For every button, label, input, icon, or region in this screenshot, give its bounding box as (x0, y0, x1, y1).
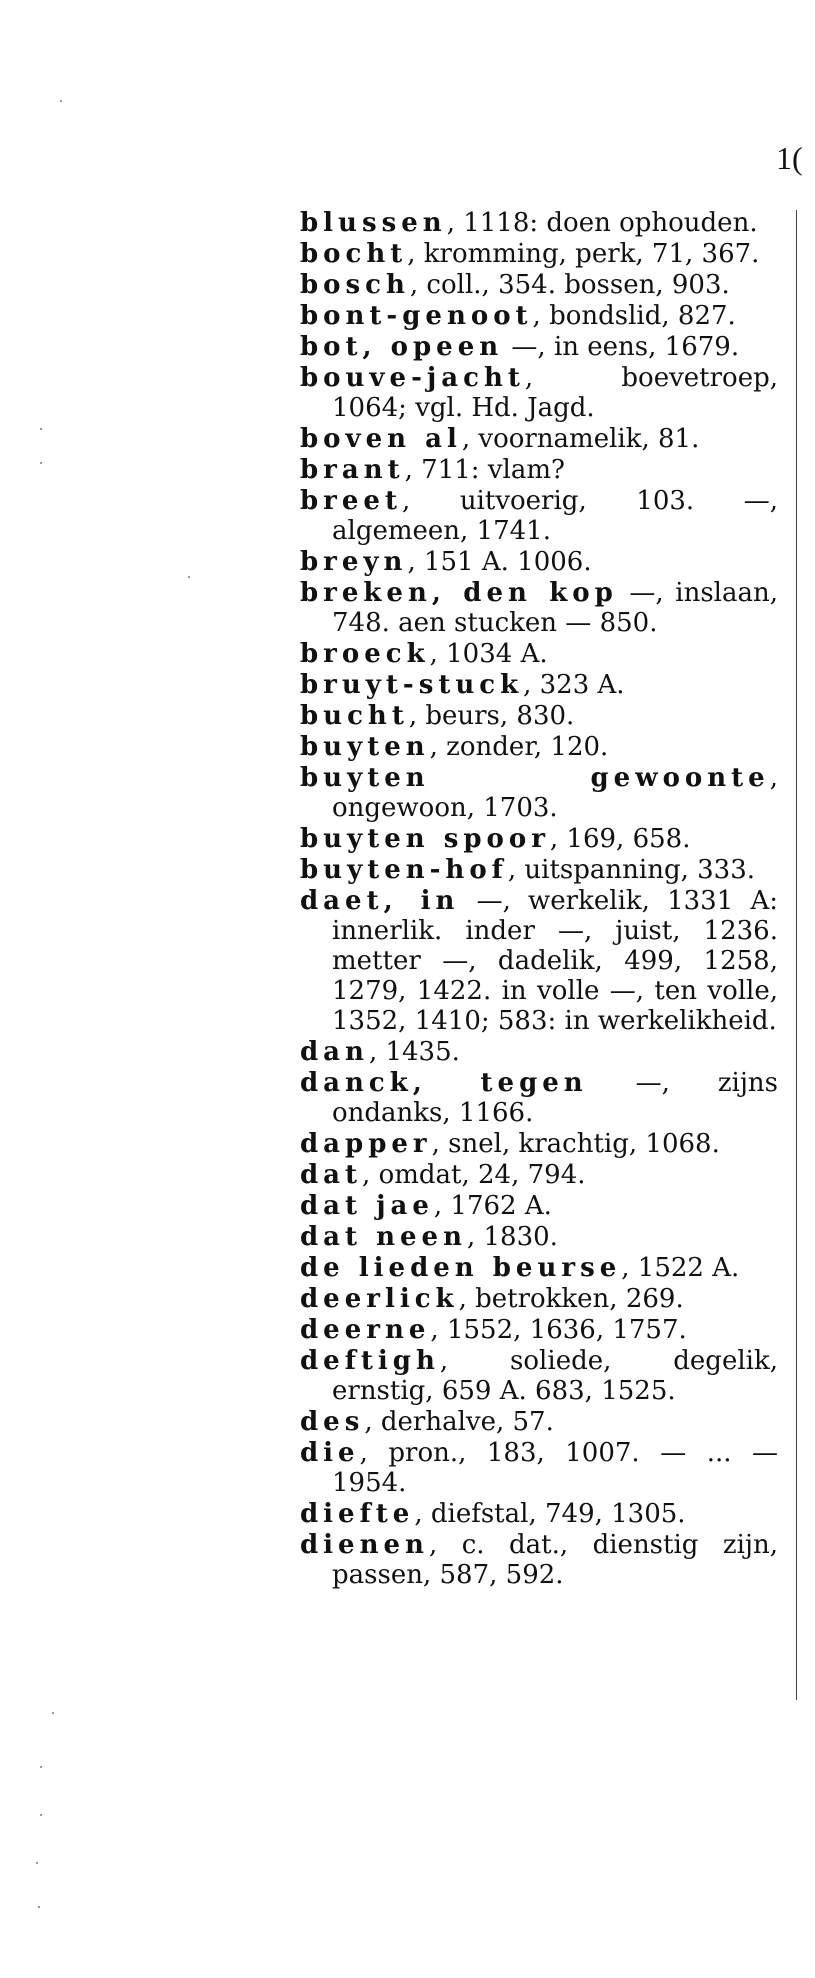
entry-definition: , omdat, 24, 794. (362, 1160, 586, 1190)
glossary-entry (300, 332, 778, 362)
entry-definition: , 169, 658. (549, 824, 691, 854)
entry-headword: de lieden beurse (300, 1253, 622, 1283)
scan-speck (40, 1766, 42, 1768)
entry-headword: breet (300, 486, 402, 516)
entry-headword: bocht (300, 239, 408, 269)
page-number: 1( (776, 140, 803, 176)
glossary-entry (300, 670, 778, 700)
glossary-entry (300, 486, 778, 546)
entry-headword: dat neen (300, 1222, 467, 1252)
glossary-entry (300, 301, 778, 331)
glossary-entry (300, 1037, 778, 1067)
entry-definition: , bondslid, 827. (532, 301, 736, 331)
entry-definition: , 1034 A. (429, 639, 548, 669)
entry-definition: , 1762 A. (433, 1191, 552, 1221)
entry-definition: , snel, krachtig, 1068. (431, 1129, 720, 1159)
glossary-entry (300, 1407, 778, 1437)
entry-headword: buyten gewoonte (300, 763, 770, 793)
entry-definition: , 323 A. (523, 670, 625, 700)
entry-headword: dat (300, 1160, 363, 1190)
glossary-entry (300, 1160, 778, 1190)
glossary-entry (300, 824, 778, 854)
glossary-entry (300, 1438, 778, 1498)
scan-speck (60, 100, 62, 102)
entry-headword: dapper (300, 1129, 432, 1159)
entry-headword: danck, tegen (300, 1068, 588, 1098)
glossary-entry (300, 1284, 778, 1314)
entry-definition: , coll., 354. bossen, 903. (409, 270, 730, 300)
entry-headword: daet, in (300, 886, 460, 916)
entry-definition: , soliede, degelik, ernstig, 659 A. 683, 1525. (332, 1346, 778, 1406)
glossary-entry (300, 1222, 778, 1252)
scan-speck (40, 428, 42, 430)
entry-definition: , ongewoon, 1703. (332, 763, 778, 823)
glossary-column (300, 208, 778, 1591)
scan-speck (40, 462, 42, 464)
glossary-entry (300, 239, 778, 269)
glossary-entry (300, 1068, 778, 1128)
entry-headword: die (300, 1438, 360, 1468)
entry-headword: deerne (300, 1315, 431, 1345)
entry-headword: blussen (300, 208, 447, 238)
entry-definition: , kromming, perk, 71, 367. (407, 239, 760, 269)
glossary-entry (300, 547, 778, 577)
entry-headword: deftigh (300, 1346, 440, 1376)
entry-headword: deerlick (300, 1284, 459, 1314)
entry-definition: , 1118: doen ophouden. (446, 208, 758, 238)
glossary-entry (300, 1315, 778, 1345)
entry-definition: , pron., 183, 1007. — ... — 1954. (332, 1438, 778, 1498)
entry-headword: boven al (300, 424, 462, 454)
entry-definition: , beurs, 830. (408, 701, 575, 731)
glossary-entry (300, 424, 778, 454)
glossary-entry (300, 1530, 778, 1590)
entry-headword: buyten spoor (300, 824, 550, 854)
entry-definition: —, in eens, 1679. (503, 332, 740, 362)
glossary-entry (300, 455, 778, 485)
entry-definition: , diefstal, 749, 1305. (414, 1499, 686, 1529)
entry-definition: , betrokken, 269. (458, 1284, 684, 1314)
scan-speck (40, 1814, 42, 1816)
entry-headword: dat jae (300, 1191, 434, 1221)
entry-headword: bont-genoot (300, 301, 533, 331)
entry-headword: bosch (300, 270, 410, 300)
scan-speck (38, 1906, 40, 1908)
glossary-entry (300, 1129, 778, 1159)
entry-definition: , uitspanning, 333. (507, 855, 756, 885)
entry-definition: , boevetroep, 1064; vgl. Hd. Jagd. (332, 363, 778, 423)
entry-definition: , derhalve, 57. (364, 1407, 554, 1437)
entry-definition: , uitvoerig, 103. —, algemeen, 1741. (332, 486, 778, 546)
entry-definition: , 711: vlam? (404, 455, 565, 485)
glossary-entry (300, 732, 778, 762)
column-rule (796, 210, 797, 1700)
entry-definition: —, zijns ondanks, 1166. (332, 1068, 778, 1128)
entry-definition: , zonder, 120. (429, 732, 609, 762)
entry-definition: , 1435. (368, 1037, 460, 1067)
glossary-entry (300, 1191, 778, 1221)
entry-definition: , 1552, 1636, 1757. (430, 1315, 687, 1345)
glossary-entry (300, 578, 778, 638)
entry-headword: bruyt-stuck (300, 670, 524, 700)
entry-headword: buyten (300, 732, 430, 762)
glossary-entry (300, 363, 778, 423)
glossary-entry (300, 701, 778, 731)
entry-headword: des (300, 1407, 365, 1437)
glossary-entry (300, 886, 778, 1036)
entry-headword: breyn (300, 547, 408, 577)
entry-headword: bouve-jacht (300, 363, 525, 393)
entry-definition: —, werkelik, 1331 A: innerlik. inder —, juist, 1236. metter —, dadelik, 499, 1258, 1279, 1422. in volle —, ten volle, 1352, 1410; 583: in werkelikheid. (332, 886, 778, 1036)
entry-definition: , c. dat., dienstig zijn, passen, 587, 592. (332, 1530, 778, 1590)
entry-headword: breken, den kop (300, 578, 618, 608)
entry-definition: —, inslaan, 748. aen stucken — 850. (332, 578, 779, 638)
glossary-entry (300, 208, 778, 238)
glossary-entry (300, 1346, 778, 1406)
glossary-entry (300, 270, 778, 300)
entry-headword: bucht (300, 701, 409, 731)
glossary-entry (300, 639, 778, 669)
entry-headword: dienen (300, 1530, 429, 1560)
glossary-entry (300, 763, 778, 823)
glossary-entry (300, 855, 778, 885)
entry-headword: buyten-hof (300, 855, 508, 885)
glossary-entry (300, 1499, 778, 1529)
scan-speck (52, 1712, 54, 1714)
glossary-entry (300, 1253, 778, 1283)
entry-headword: diefte (300, 1499, 415, 1529)
scan-speck (188, 576, 190, 578)
entry-headword: bot, opeen (300, 332, 504, 362)
entry-headword: dan (300, 1037, 369, 1067)
entry-definition: , 151 A. 1006. (407, 547, 592, 577)
entry-headword: brant (300, 455, 405, 485)
entry-definition: , voornamelik, 81. (461, 424, 700, 454)
scan-speck (36, 1862, 38, 1864)
entry-headword: broeck (300, 639, 430, 669)
entry-definition: , 1522 A. (621, 1253, 740, 1283)
entry-definition: , 1830. (466, 1222, 558, 1252)
